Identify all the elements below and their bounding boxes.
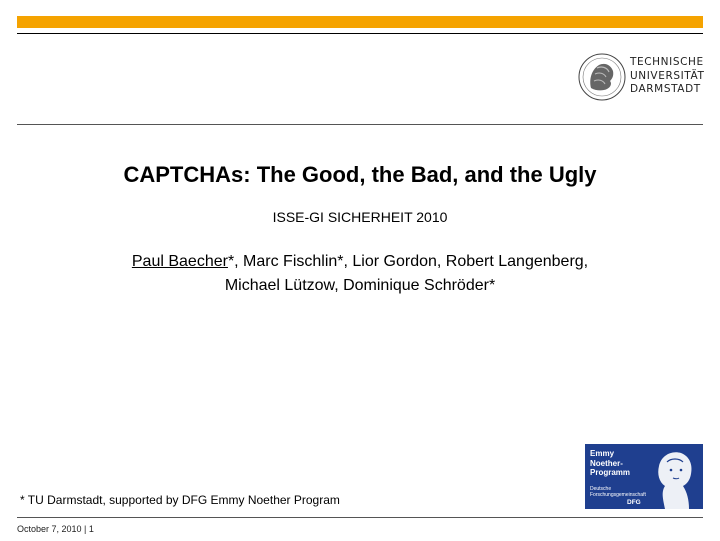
tu-darmstadt-logo <box>577 52 707 107</box>
accent-bar <box>17 16 703 28</box>
university-name: TECHNISCHE UNIVERSITÄT DARMSTADT <box>630 56 705 95</box>
author-line-2: Michael Lützow, Dominique Schröder* <box>224 277 496 294</box>
footnote: * TU Darmstadt, supported by DFG Emmy Noether Program <box>20 493 340 507</box>
top-divider <box>17 33 703 34</box>
author-line-1-rest: *, Marc Fischlin*, Lior Gordon, Robert Langenberg, <box>227 253 589 270</box>
author-list <box>0 250 720 298</box>
first-author: Paul Baecher <box>131 253 228 270</box>
author-line-1 <box>0 250 720 274</box>
emmy-noether-portrait-icon <box>643 444 703 509</box>
dfg-label: DFG <box>627 499 641 506</box>
emmy-noether-logo <box>585 444 703 509</box>
dfg-org-name: Deutsche Forschungsgemeinschaft <box>590 486 646 498</box>
slide-title: CAPTCHAs: The Good, the Bad, and the Ugly <box>123 162 597 187</box>
event-name: ISSE-GI SICHERHEIT 2010 <box>272 209 448 225</box>
footer-divider <box>17 517 703 518</box>
emmy-program-name: Emmy Noether- Programm <box>590 449 631 477</box>
footer-date-page: October 7, 2010 | 1 <box>17 524 94 534</box>
athena-seal-icon <box>577 52 627 102</box>
header-divider <box>17 124 703 125</box>
